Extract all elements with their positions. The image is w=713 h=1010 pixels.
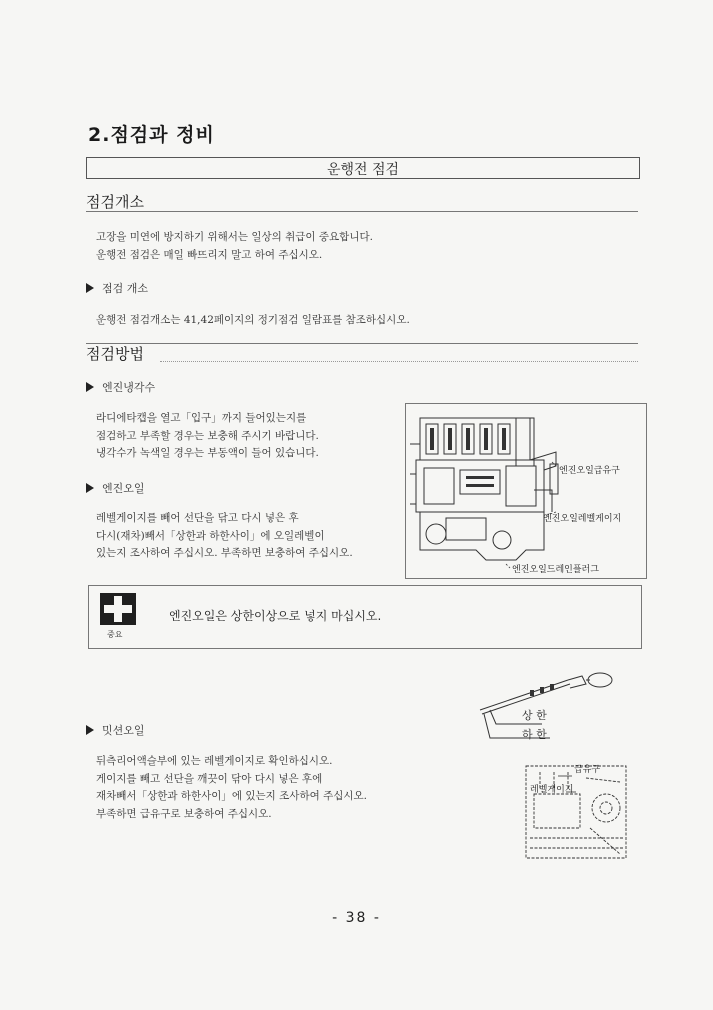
engine-oil-paragraph	[96, 510, 353, 563]
cross-warning-icon	[100, 593, 136, 625]
callout-oil-level-gauge: 엔진오일레벨게이지	[543, 514, 622, 524]
text-line: 다시(재차)빼서「상한과 하한사이」에 오일레벨이	[96, 529, 325, 542]
text-line: 고장을 미연에 방지하기 위해서는 일상의 취급이 중요합니다.	[96, 231, 373, 243]
bullet-label: 점검 개소	[102, 282, 149, 295]
text-line: 점검하고 부족할 경우는 보충해 주시기 바랍니다.	[96, 429, 319, 442]
bullet-coolant	[86, 379, 155, 395]
important-note	[88, 585, 642, 649]
triangle-bullet-icon	[86, 725, 94, 735]
inspection-points-text: 운행전 점검개소는 41,42페이지의 정기점검 일람표를 참조하십시오.	[96, 314, 410, 326]
bullet-label: 엔진냉각수	[102, 381, 156, 394]
section-heading-inspection-points: 점검개소	[86, 193, 144, 211]
bullet-inspection-points	[86, 280, 148, 296]
triangle-bullet-icon	[86, 483, 94, 493]
dipstick-lower-label: 하 한	[522, 728, 547, 741]
triangle-bullet-icon	[86, 283, 94, 293]
heading-rule	[86, 211, 638, 212]
text-line: 재차빼서「상한과 하한사이」에 있는지 조사하여 주십시오.	[96, 790, 367, 802]
mission-oil-paragraph	[96, 753, 367, 823]
section-heading-inspection-method: 점검방법	[86, 345, 144, 363]
callout-oil-filler: 엔진오일급유구	[559, 466, 620, 476]
dipstick-upper-label: 상 한	[522, 709, 547, 722]
chapter-title: 2.점검과 정비	[88, 124, 215, 146]
engine-illustration	[406, 404, 646, 578]
callout-oil-drain-plug: 엔진오일드레인플러그	[512, 565, 599, 575]
section-banner	[86, 157, 640, 179]
coolant-paragraph	[96, 410, 319, 463]
intro-paragraph	[96, 229, 373, 264]
text-line: 게이지를 빼고 선단을 깨끗이 닦아 다시 넣은 후에	[96, 772, 323, 785]
text-line: 뒤측리어액슬부에 있는 레벨게이지로 확인하십시오.	[96, 755, 333, 767]
bullet-label: 밋션오일	[102, 724, 145, 737]
heading-underline	[160, 361, 638, 362]
triangle-bullet-icon	[86, 382, 94, 392]
text-line: 운행전 점검은 매일 빠뜨리지 말고 하여 주십시오.	[96, 248, 323, 261]
bullet-label: 엔진오일	[102, 482, 145, 495]
callout-filler-port: 급유구	[574, 765, 601, 775]
text-line: 레벨게이지를 빼어 선단을 닦고 다시 넣은 후	[96, 512, 299, 524]
engine-figure	[405, 403, 647, 579]
text-line: 부족하면 급유구로 보충하여 주십시오.	[96, 807, 272, 820]
text-line: 라디에타캡을 열고「입구」까지 들어있는지를	[96, 412, 307, 424]
banner-title: 운행전 점검	[326, 162, 400, 178]
bullet-engine-oil	[86, 480, 145, 496]
note-text: 엔진오일은 상한이상으로 넣지 마십시오.	[169, 609, 382, 623]
text-line: 냉각수가 녹색일 경우는 부동액이 들어 있습니다.	[96, 447, 319, 459]
text-line: 있는지 조사하여 주십시오. 부족하면 보충하여 주십시오.	[96, 547, 353, 559]
note-label: 중요	[107, 630, 123, 639]
heading-rule	[86, 343, 638, 344]
bullet-mission-oil	[86, 722, 145, 738]
callout-level-gauge: 레벨게이지	[530, 785, 574, 795]
page-number: - 38 -	[332, 910, 381, 926]
